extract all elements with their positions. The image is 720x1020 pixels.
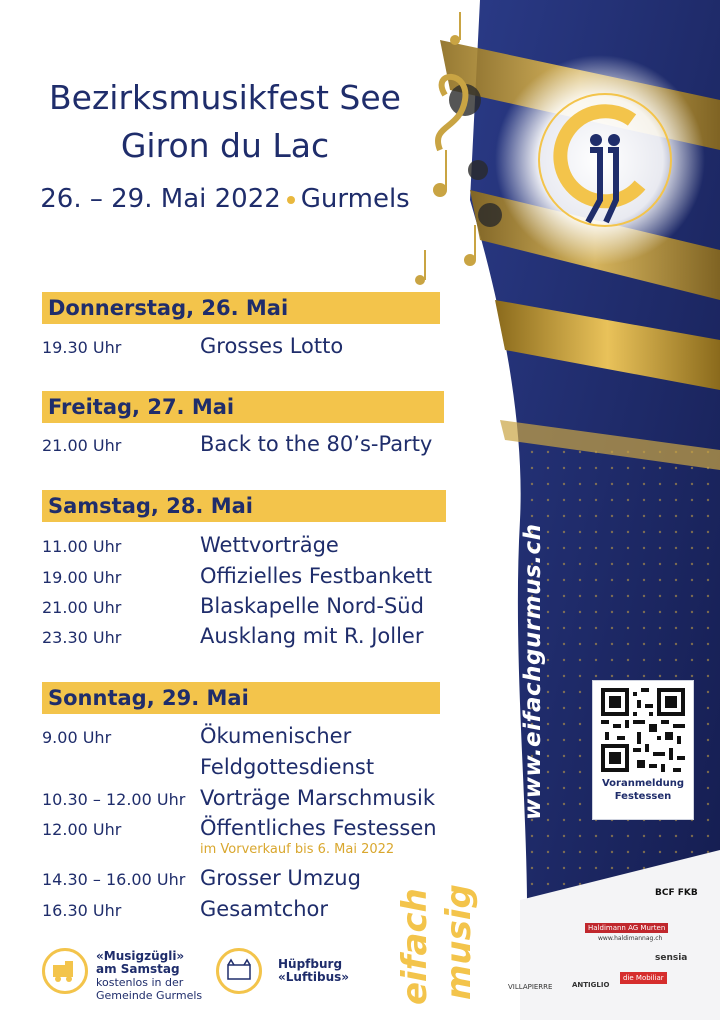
event-time: 12.00 Uhr	[42, 820, 122, 839]
qr-caption-2: Festessen	[614, 791, 672, 802]
festival-place: Gurmels	[300, 184, 410, 214]
train-info	[96, 950, 202, 1002]
event-title: Feldgottesdienst	[200, 755, 375, 779]
event-row	[42, 432, 472, 460]
event-row	[42, 533, 472, 561]
festival-date: 26. – 29. Mai 2022	[40, 184, 281, 214]
event-row	[42, 594, 472, 622]
event-row	[42, 816, 472, 844]
train-icon	[42, 948, 88, 994]
event-row	[42, 624, 472, 652]
event-title: Wettvorträge	[200, 533, 339, 557]
event-time: 14.30 – 16.00 Uhr	[42, 870, 186, 889]
bouncy-castle-icon	[216, 948, 262, 994]
qr-caption-1: Voranmeldung	[601, 778, 685, 789]
bouncy-castle-shape	[219, 951, 259, 991]
event-row	[42, 724, 472, 752]
sponsor-mobiliar: die Mobiliar	[620, 972, 667, 984]
event-row	[42, 564, 472, 592]
separator-dot	[287, 196, 295, 204]
festival-subtitle: Giron du Lac	[120, 126, 330, 165]
event-title: Öffentliches Festessen	[200, 816, 437, 840]
day-header-thursday: Donnerstag, 26. Mai	[42, 292, 440, 324]
website-url[interactable]: www.eifachgurmus.ch	[520, 523, 546, 820]
presale-note: im Vorverkauf bis 6. Mai 2022	[200, 842, 395, 857]
event-time: 21.00 Uhr	[42, 436, 122, 455]
event-time: 11.00 Uhr	[42, 537, 122, 556]
train-note-2: Gemeinde Gurmels	[96, 989, 203, 1002]
train-subtitle: am Samstag	[96, 962, 180, 976]
event-time: 21.00 Uhr	[42, 598, 122, 617]
festival-title: Bezirksmusikfest See	[49, 78, 401, 117]
qr-code-icon	[601, 688, 685, 772]
event-title: Ausklang mit R. Joller	[200, 624, 424, 648]
day-header-friday: Freitag, 27. Mai	[42, 391, 444, 423]
train-note-1: kostenlos in der	[96, 976, 184, 989]
event-title: Grosser Umzug	[200, 866, 361, 890]
event-time: 23.30 Uhr	[42, 628, 122, 647]
event-row-continued	[42, 755, 472, 783]
sponsor-bcf: BCF FKB	[655, 888, 698, 898]
event-title: Vorträge Marschmusik	[200, 786, 435, 810]
event-title: Gesamtchor	[200, 897, 329, 921]
event-title: Ökumenischer	[200, 724, 352, 748]
sponsor-antiglio: ANTIGLIO	[572, 981, 610, 989]
sponsor-haldimann-url: www.haldimannag.ch	[598, 935, 663, 942]
train-icon-shape	[45, 951, 85, 991]
event-title: Back to the 80’s-Party	[200, 432, 433, 456]
qr-caption	[593, 777, 693, 803]
slogan-musig: musig	[439, 884, 479, 1000]
event-time: 19.30 Uhr	[42, 338, 122, 357]
festival-date-place	[0, 184, 450, 214]
event-time: 19.00 Uhr	[42, 568, 122, 587]
sponsor-villapierre: VILLAPIERRE	[508, 983, 553, 991]
event-time: 16.30 Uhr	[42, 901, 122, 920]
day-header-sunday: Sonntag, 29. Mai	[42, 682, 440, 714]
event-time: 10.30 – 12.00 Uhr	[42, 790, 186, 809]
event-title: Grosses Lotto	[200, 334, 344, 358]
train-title: «Musigzügli»	[96, 949, 185, 963]
event-row	[42, 334, 472, 362]
castle-info	[278, 958, 349, 984]
event-title: Offizielles Festbankett	[200, 564, 433, 588]
sponsor-sensia: sensia	[655, 953, 688, 963]
event-time: 9.00 Uhr	[42, 728, 112, 747]
sponsor-haldimann: Haldimann AG Murten	[585, 923, 668, 933]
castle-title: Hüpfburg	[278, 957, 343, 971]
slogan-eifach: eifach	[395, 888, 435, 1005]
day-header-saturday: Samstag, 28. Mai	[42, 490, 446, 522]
event-title: Blaskapelle Nord-Süd	[200, 594, 424, 618]
event-row	[42, 786, 472, 814]
castle-subtitle: «Luftibus»	[278, 970, 350, 984]
qr-code-box[interactable]	[592, 680, 694, 820]
